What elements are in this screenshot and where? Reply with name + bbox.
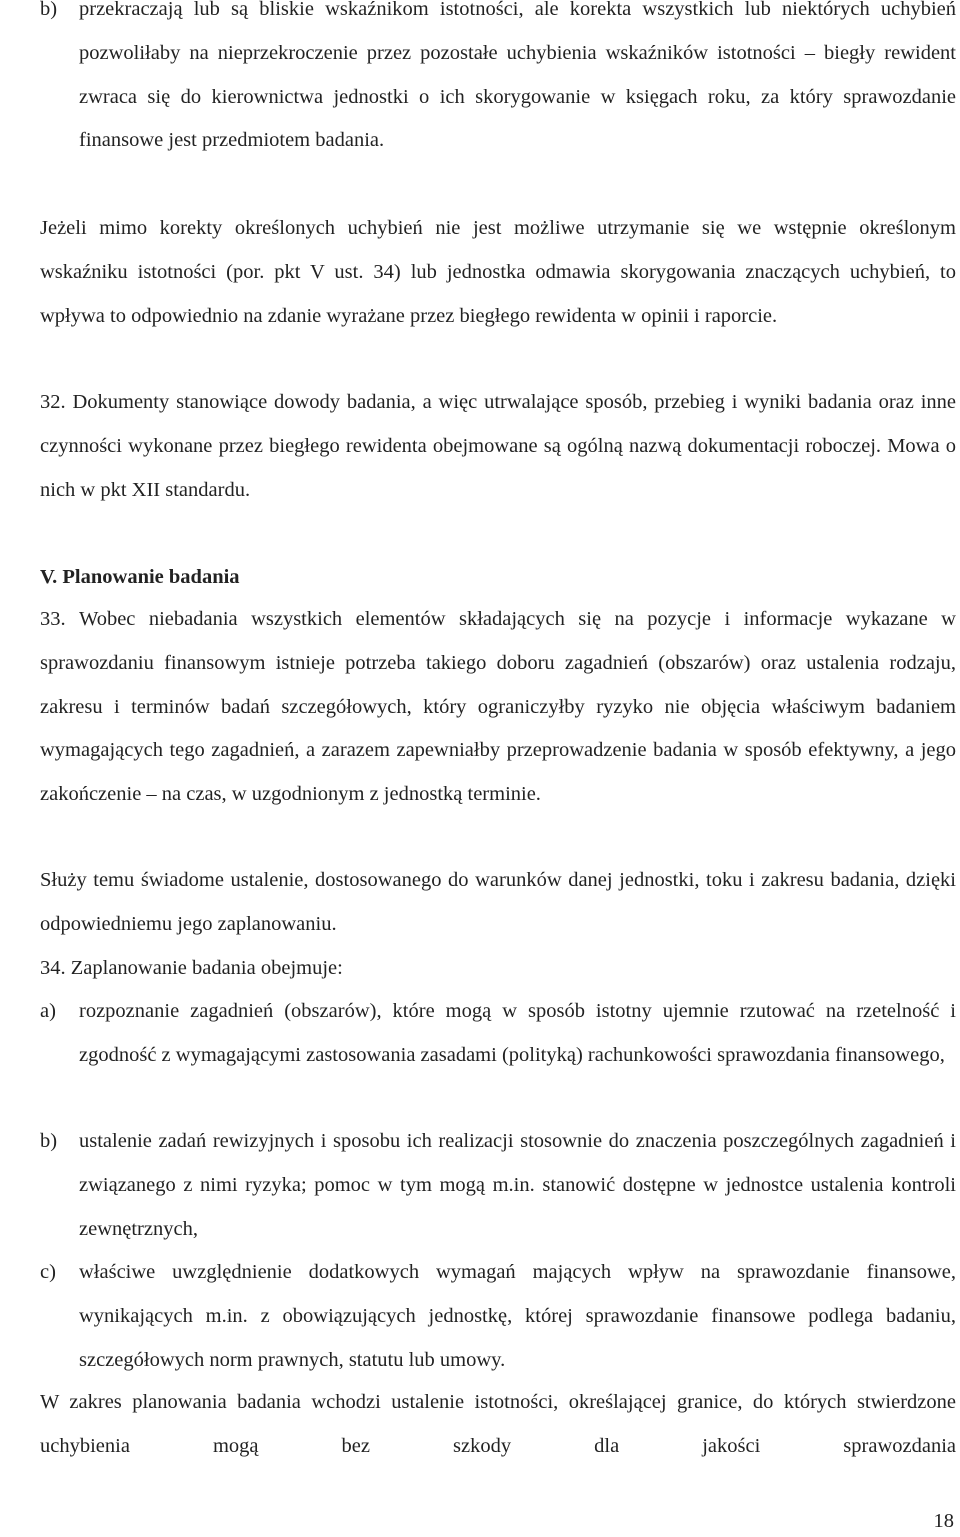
list-marker: a): [40, 1000, 56, 1022]
paragraph-33-text: Wobec niebadania wszystkich elementów składających się na pozycje i informacje wykazane w sprawozdaniu finansowym istnieje potrzeba takiego doboru zagadnień (obszarów) oraz ustalenia rodzaju, zakresu i terminów badań szczegółowych, który ograniczyłby ryzyko nie objęcia właściwym badaniem wymagających tego zagadnień, a zarazem zapewniałby przeprowadzenie badania w sposób efektywny, a jego zakończenie – na czas, w uzgodnionym z jednostką terminie.: [40, 608, 956, 806]
list-item-b: [40, 1120, 956, 1251]
list-item-b-continued: [40, 0, 956, 163]
list-marker: b): [40, 0, 58, 20]
list-item-text: przekraczają lub są bliskie wskaźnikom istotności, ale korekta wszystkich lub niektórych uchybień pozwoliłaby na nieprzekroczenie przez pozostałe uchybienia wskaźników istotności – biegły rewident zwraca się do kierownictwa jednostki o ich skorygowanie w księgach roku, za który sprawozdanie finansowe jest przedmiotem badania.: [79, 0, 956, 152]
list-marker: c): [40, 1261, 56, 1283]
paragraph-34-intro: 34. Zaplanowanie badania obejmuje:: [40, 957, 343, 979]
list-item-a: [40, 990, 956, 1078]
section-heading-v: V. Planowanie badania: [40, 566, 240, 588]
list-item-text: rozpoznanie zagadnień (obszarów), które mogą w sposób istotny ujemnie rzutować na rzetelność i zgodność z wymagającymi zastosowania zasadami (polityką) rachunkowości sprawozdania finansowego,: [79, 1000, 956, 1066]
paragraph-w-zakres: W zakres planowania badania wchodzi ustalenie istotności, określającej granice, do których stwierdzone uchybienia mogą bez szkody dla jakości sprawozdania: [40, 1391, 956, 1457]
paragraph-33: [40, 598, 956, 817]
paragraph-number: 33.: [40, 608, 66, 630]
paragraph-sluzy: Służy temu świadome ustalenie, dostosowanego do warunków danej jednostki, toku i zakresu badania, dzięki odpowiedniemu jego zaplanowaniu.: [40, 869, 956, 935]
paragraph-jezeli: Jeżeli mimo korekty określonych uchybień nie jest możliwe utrzymanie się we wstępnie określonym wskaźniku istotności (por. pkt V ust. 34) lub jednostka odmawia skorygowania znaczących uchybień, to wpływa to odpowiednio na zdanie wyrażane przez biegłego rewidenta w opinii i raporcie.: [40, 217, 956, 327]
paragraph-32: 32. Dokumenty stanowiące dowody badania, a więc utrwalające sposób, przebieg i wyniki badania oraz inne czynności wykonane przez biegłego rewidenta obejmowane są ogólną nazwą dokumentacji roboczej. Mowa o nich w pkt XII standardu.: [40, 391, 956, 501]
list-item-c: [40, 1251, 956, 1382]
list-item-text: właściwe uwzględnienie dodatkowych wymagań mających wpływ na sprawozdanie finansowe, wynikających m.in. z obowiązujących jednostkę, której sprawozdanie finansowe podlega badaniu, szczegółowych norm prawnych, statutu lub umowy.: [79, 1261, 956, 1371]
list-marker: b): [40, 1130, 58, 1152]
list-item-text: ustalenie zadań rewizyjnych i sposobu ich realizacji stosownie do znaczenia poszczególnych zagadnień i związanego z nimi ryzyka; pomoc w tym mogą m.in. stanowić dostępne w jednostce ustalenia kontroli zewnętrznych,: [79, 1130, 956, 1240]
page-number: 18: [933, 1510, 954, 1532]
